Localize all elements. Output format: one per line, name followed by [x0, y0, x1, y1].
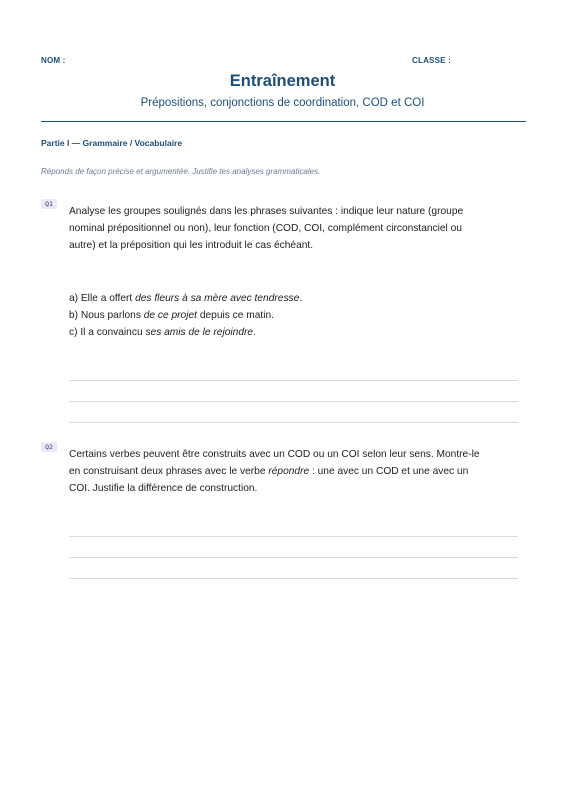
question-badge-q2: Q2 — [41, 442, 57, 452]
answer-line[interactable] — [69, 536, 518, 537]
question-text-line: COI. Justifie la différence de construction. — [69, 483, 258, 494]
question-badge-q1: Q1 — [41, 199, 57, 209]
part-title: Partie I — Grammaire / Vocabulaire — [41, 138, 183, 148]
question-text-line: en construisant deux phrases avec le verbe répondre : une avec un COD et une avec un — [69, 466, 469, 477]
question-text-q1 — [69, 203, 521, 254]
part-instruction: Réponds de façon précise et argumentée. Justifie tes analyses grammaticales. — [41, 167, 321, 176]
answer-line[interactable] — [69, 380, 518, 381]
example-sentence-a: a) Elle a offert des fleurs à sa mère avec tendresse. — [69, 293, 303, 304]
classe-label: CLASSE : — [412, 56, 451, 65]
question-text-q2 — [69, 446, 521, 497]
answer-line[interactable] — [69, 422, 518, 423]
nom-label: NOM : — [41, 56, 66, 65]
question-text-line: Certains verbes peuvent être construits avec un COD ou un COI selon leur sens. Montre-le — [69, 449, 480, 460]
example-sentence-c: c) Il a convaincu ses amis de le rejoindre. — [69, 327, 256, 338]
underlined-group: des fleurs à sa mère avec tendresse — [135, 293, 300, 304]
example-sentences — [69, 290, 302, 341]
question-text-line: nominal prépositionnel ou non), leur fonction (COD, COI, complément circonstanciel ou — [69, 223, 462, 234]
answer-line[interactable] — [69, 557, 518, 558]
page-subtitle: Prépositions, conjonctions de coordination, COD et COI — [140, 97, 425, 109]
question-text-line: autre) et la préposition qui les introduit le cas échéant. — [69, 240, 314, 251]
answer-line[interactable] — [69, 578, 518, 579]
title-divider — [41, 121, 526, 122]
question-text-line: Analyse les groupes soulignés dans les phrases suivantes : indique leur nature (groupe — [69, 206, 464, 217]
page-title: Entraînement — [229, 72, 336, 90]
example-sentence-b: b) Nous parlons de ce projet depuis ce matin. — [69, 310, 275, 321]
answer-line[interactable] — [69, 401, 518, 402]
underlined-group: ses amis de le rejoindre — [145, 327, 254, 338]
underlined-group: de ce projet — [143, 310, 197, 321]
